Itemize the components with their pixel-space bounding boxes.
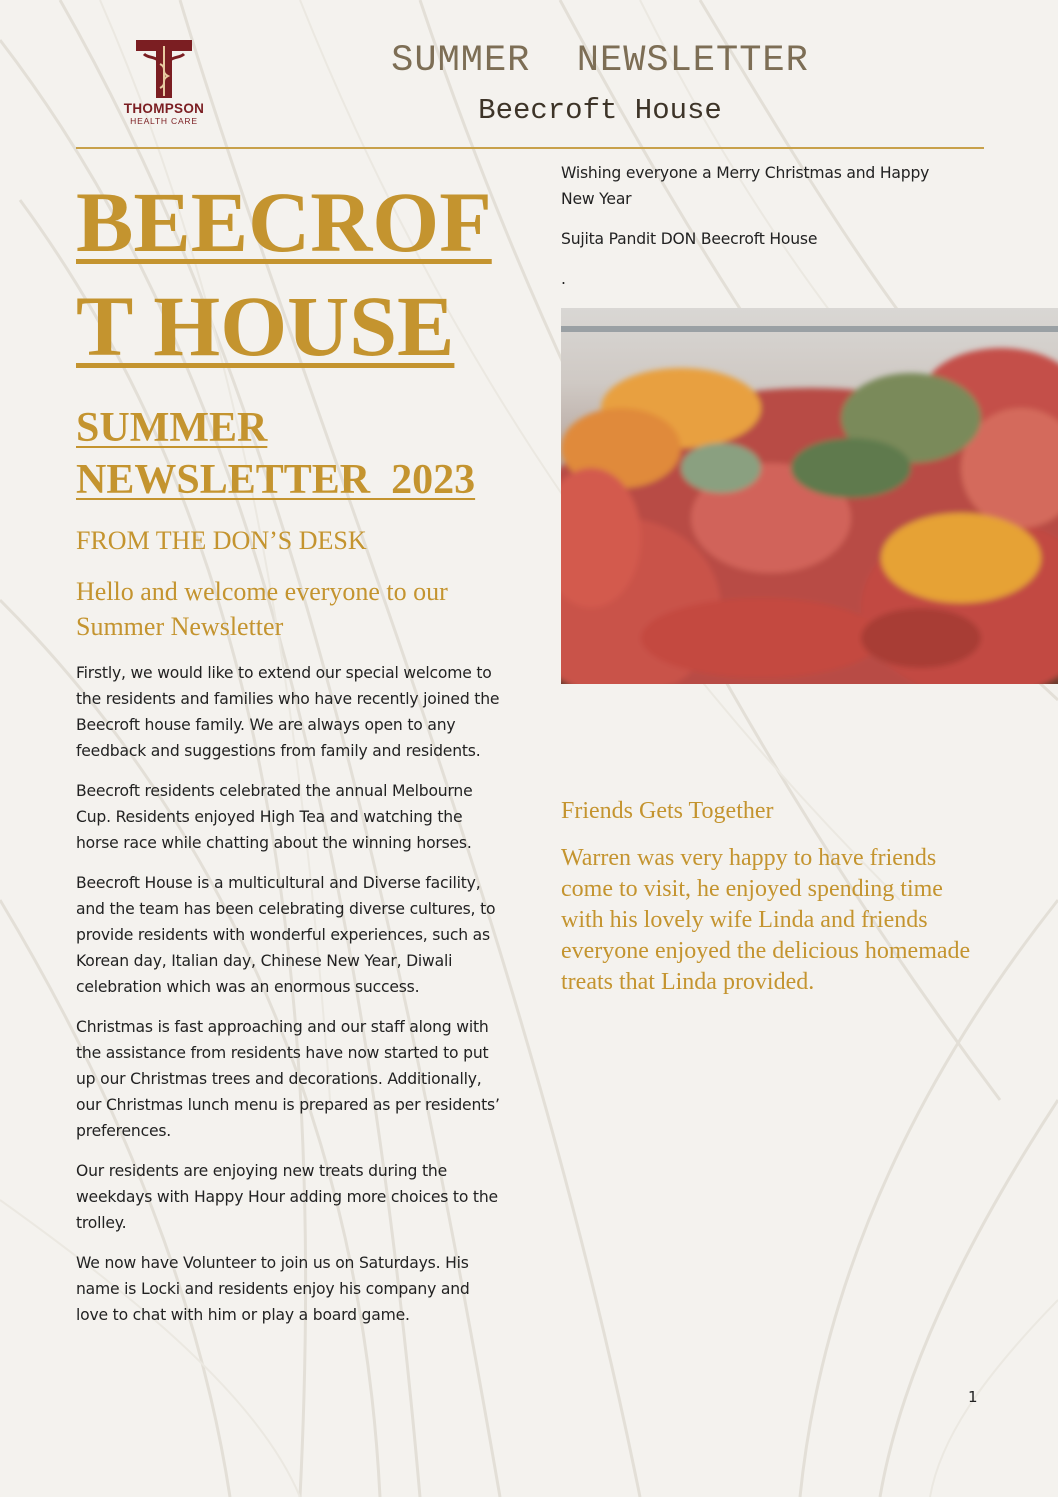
don-signature: Sujita Pandit DON Beecroft House	[561, 230, 818, 248]
christmas-greeting: Wishing everyone a Merry Christmas and Happy New Year	[561, 164, 930, 208]
main-title-line-2: T HOUSE	[76, 278, 455, 374]
thompson-logo	[112, 38, 216, 134]
header-divider	[76, 147, 984, 149]
newsletter-subtitle-line-2: NEWSLETTER 2023	[76, 457, 476, 503]
paragraph-welcome: Firstly, we would like to extend our special welcome to the residents and families who have recently joined the Beecroft house family. We are always open to any feedback and suggestions from family and residents.	[76, 664, 500, 760]
page-number: 1	[968, 1388, 978, 1406]
header-subtitle: Beecroft House	[478, 94, 722, 127]
logo-name: THOMPSON	[123, 101, 205, 116]
dons-desk-heading: FROM THE DON’S DESK	[76, 526, 367, 555]
logo-subtitle: HEALTH CARE	[130, 116, 198, 126]
welcome-heading: Hello and welcome everyone to our Summer Newsletter	[76, 577, 448, 641]
paragraph-christmas: Christmas is fast approaching and our staff along with the assistance from residents have now started to put up our Christmas trees and decorations. Additionally, our Christmas lunch menu is prepared as per residents’ preferences.	[76, 1018, 500, 1140]
header-title: SUMMER NEWSLETTER	[391, 40, 809, 82]
stray-dot: .	[561, 270, 566, 288]
paragraph-melbourne-cup: Beecroft residents celebrated the annual Melbourne Cup. Residents enjoyed High Tea and watching the horse race while chatting about the winning horses.	[76, 782, 473, 852]
newsletter-subtitle-line-1: SUMMER	[76, 405, 268, 451]
paragraph-multicultural: Beecroft House is a multicultural and Diverse facility, and the team has been celebrating diverse cultures, to provide residents with wonderful experiences, such as Korean day, Italian day, Chinese New Year, Diwali celebration which was an enormous success.	[76, 874, 496, 996]
friends-heading: Friends Gets Together	[561, 798, 774, 824]
flower-arrangement-photo	[561, 308, 1058, 684]
newsletter-subtitle	[76, 402, 506, 506]
caduceus-logo-icon	[134, 38, 194, 100]
right-column	[561, 160, 961, 306]
left-column	[76, 170, 506, 1328]
main-title	[76, 170, 506, 378]
paragraph-happy-hour: Our residents are enjoying new treats during the weekdays with Happy Hour adding more choices to the trolley.	[76, 1162, 498, 1232]
main-title-line-1: BEECROF	[76, 174, 492, 270]
friends-body: Warren was very happy to have friends come to visit, he enjoyed spending time with his lovely wife Linda and friends everyone enjoyed the delicious homemade treats that Linda provided.	[561, 845, 971, 995]
paragraph-volunteer: We now have Volunteer to join us on Saturdays. His name is Locki and residents enjoy his company and love to chat with him or play a board game.	[76, 1254, 470, 1324]
